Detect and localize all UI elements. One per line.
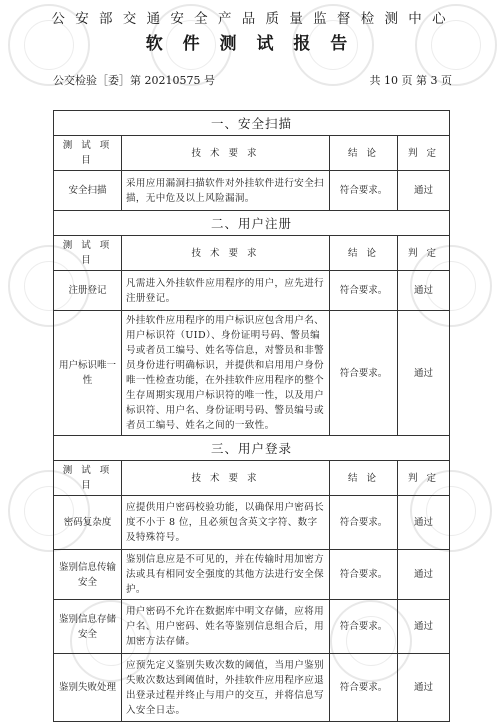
test-item: 密码复杂度 bbox=[54, 496, 122, 550]
technical-requirement: 凡需进入外挂软件应用程序的用户，应先进行注册登记。 bbox=[122, 271, 330, 311]
table-header-row bbox=[54, 136, 450, 171]
verdict: 通过 bbox=[398, 271, 450, 311]
section-title-row bbox=[54, 111, 450, 136]
table-row bbox=[54, 550, 450, 600]
test-item: 注册登记 bbox=[54, 271, 122, 311]
test-item: 用户标识唯一性 bbox=[54, 311, 122, 436]
header-item: 测 试 项 目 bbox=[54, 461, 122, 496]
technical-requirement: 用户密码不允许在数据库中明文存储，应将用户名、用户密码、姓名等鉴别信息组合后，用加密方法存储。 bbox=[122, 600, 330, 654]
header-verdict: 判 定 bbox=[398, 136, 450, 171]
conclusion: 符合要求。 bbox=[330, 311, 398, 436]
verdict: 通过 bbox=[398, 311, 450, 436]
conclusion: 符合要求。 bbox=[330, 550, 398, 600]
technical-requirement: 采用应用漏洞扫描软件对外挂软件进行安全扫描，无中危及以上风险漏洞。 bbox=[122, 171, 330, 211]
header-item: 测 试 项 目 bbox=[54, 136, 122, 171]
conclusion: 符合要求。 bbox=[330, 654, 398, 722]
verdict: 通过 bbox=[398, 600, 450, 654]
section-title-row bbox=[54, 211, 450, 236]
section-title-row bbox=[54, 436, 450, 461]
technical-requirement: 应预先定义鉴别失败次数的阈值，当用户鉴别失败次数达到阈值时，外挂软件应用程序应退出登录过程并终止与用户的交互，并将信息写入安全日志。 bbox=[122, 654, 330, 722]
report-header bbox=[0, 8, 500, 57]
verdict: 通过 bbox=[398, 496, 450, 550]
section-title: 一、安全扫描 bbox=[54, 111, 450, 136]
technical-requirement: 鉴别信息应是不可见的，并在传输时用加密方法或具有相同安全强度的其他方法进行安全保护。 bbox=[122, 550, 330, 600]
header-requirement: 技 术 要 求 bbox=[122, 236, 330, 271]
conclusion: 符合要求。 bbox=[330, 271, 398, 311]
table-row bbox=[54, 600, 450, 654]
verdict: 通过 bbox=[398, 654, 450, 722]
header-verdict: 判 定 bbox=[398, 461, 450, 496]
report-title: 软 件 测 试 报 告 bbox=[145, 34, 355, 54]
test-results-table bbox=[53, 110, 450, 722]
test-item: 鉴别信息存储安全 bbox=[54, 600, 122, 654]
header-conclusion: 结 论 bbox=[330, 236, 398, 271]
test-item: 鉴别失败处理 bbox=[54, 654, 122, 722]
header-item: 测 试 项 目 bbox=[54, 236, 122, 271]
table-row bbox=[54, 271, 450, 311]
verdict: 通过 bbox=[398, 550, 450, 600]
header-requirement: 技 术 要 求 bbox=[122, 136, 330, 171]
verdict: 通过 bbox=[398, 171, 450, 211]
header-verdict: 判 定 bbox=[398, 236, 450, 271]
test-item: 安全扫描 bbox=[54, 171, 122, 211]
test-item: 鉴别信息传输安全 bbox=[54, 550, 122, 600]
header-conclusion: 结 论 bbox=[330, 461, 398, 496]
section-title: 二、用户注册 bbox=[54, 211, 450, 236]
section-title: 三、用户登录 bbox=[54, 436, 450, 461]
table-row bbox=[54, 496, 450, 550]
conclusion: 符合要求。 bbox=[330, 600, 398, 654]
page-info: 共 10 页 第 3 页 bbox=[369, 74, 452, 87]
organization-name: 公 安 部 交 通 安 全 产 品 质 量 监 督 检 测 中 心 bbox=[51, 11, 449, 27]
conclusion: 符合要求。 bbox=[330, 171, 398, 211]
table-header-row bbox=[54, 236, 450, 271]
header-conclusion: 结 论 bbox=[330, 136, 398, 171]
report-number: 公交检验［委］第 20210575 号 bbox=[53, 74, 215, 87]
conclusion: 符合要求。 bbox=[330, 496, 398, 550]
table-header-row bbox=[54, 461, 450, 496]
report-meta bbox=[53, 72, 452, 88]
table-row bbox=[54, 311, 450, 436]
technical-requirement: 应提供用户密码校验功能，以确保用户密码长度不小于 8 位，且必须包含英文字符、数字及特殊符号。 bbox=[122, 496, 330, 550]
technical-requirement: 外挂软件应用程序的用户标识应包含用户名、用户标识符（UID）、身份证明号码、警员编号或者员工编号、姓名等信息，对警员和非警员身份进行明确标识，并提供和启用用户身份唯一性检查功能，在外挂软件应用程序的整个生存周期实现用户标识符的唯一性，以及用户标识符、用户名、身份证明号码、警员编号或者员工编号、姓名之间的一致性。 bbox=[122, 311, 330, 436]
table-row bbox=[54, 171, 450, 211]
header-requirement: 技 术 要 求 bbox=[122, 461, 330, 496]
